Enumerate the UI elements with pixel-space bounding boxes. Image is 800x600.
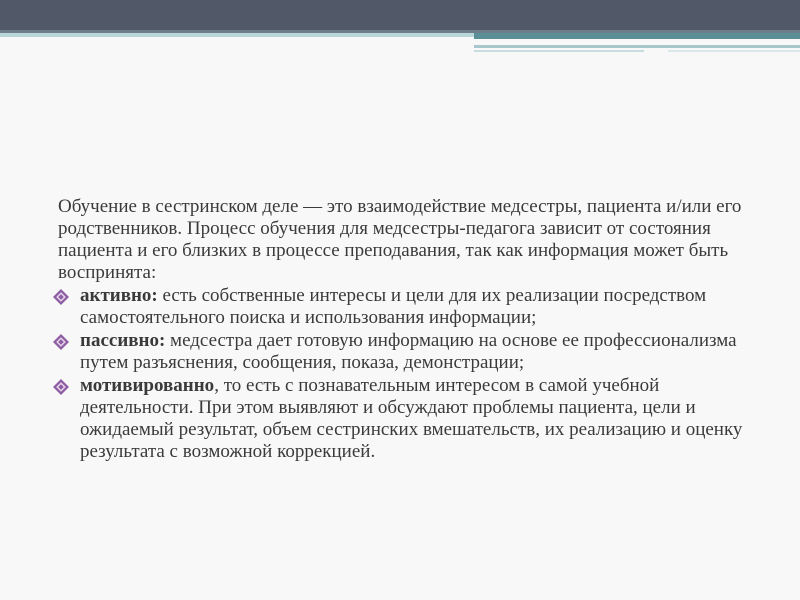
teal-accent-bar [474, 33, 800, 39]
ornament-bullet-icon [52, 378, 70, 396]
ornament-bullet-icon [52, 288, 70, 306]
bullet-item-active [52, 285, 752, 329]
top-decorative-band [0, 0, 800, 30]
bullet-list [52, 285, 752, 463]
teal-accent-underline [474, 45, 800, 48]
bullet-term: пассивно: [80, 330, 166, 351]
bullet-text: медсестра дает готовую информацию на основе ее профессионализма путем разъяснения, сообщения, показа, демонстрации; [80, 330, 737, 373]
bullet-term: мотивированно [80, 375, 215, 396]
bullet-item-passive [52, 330, 752, 374]
bullet-text: , то есть с познавательным интересом в самой учебной деятельности. При этом выявляют и обсуждают проблемы пациента, цели и ожидаемый результат, объем сестринских вмешательств, их реализацию и оценку результата с возможной коррекцией. [80, 375, 743, 462]
intro-paragraph: Обучение в сестринском деле — это взаимодействие медсестры, пациента и/или его родственников. Процесс обучения для медсестры-педагога зависит от состояния пациента и его близких в процессе преподавания, так как информация может быть воспринята: [58, 196, 742, 283]
bullet-text: есть собственные интересы и цели для их реализации посредством самостоятельного поиска и использования информации; [80, 285, 707, 328]
bullet-term: активно: [80, 285, 158, 306]
teal-accent-underline-short [474, 50, 644, 52]
ornament-bullet-icon [52, 333, 70, 351]
teal-accent-line [0, 33, 474, 37]
teal-accent-underline-end [668, 50, 800, 52]
bullet-item-motivated [52, 375, 752, 463]
slide-content [52, 196, 752, 464]
